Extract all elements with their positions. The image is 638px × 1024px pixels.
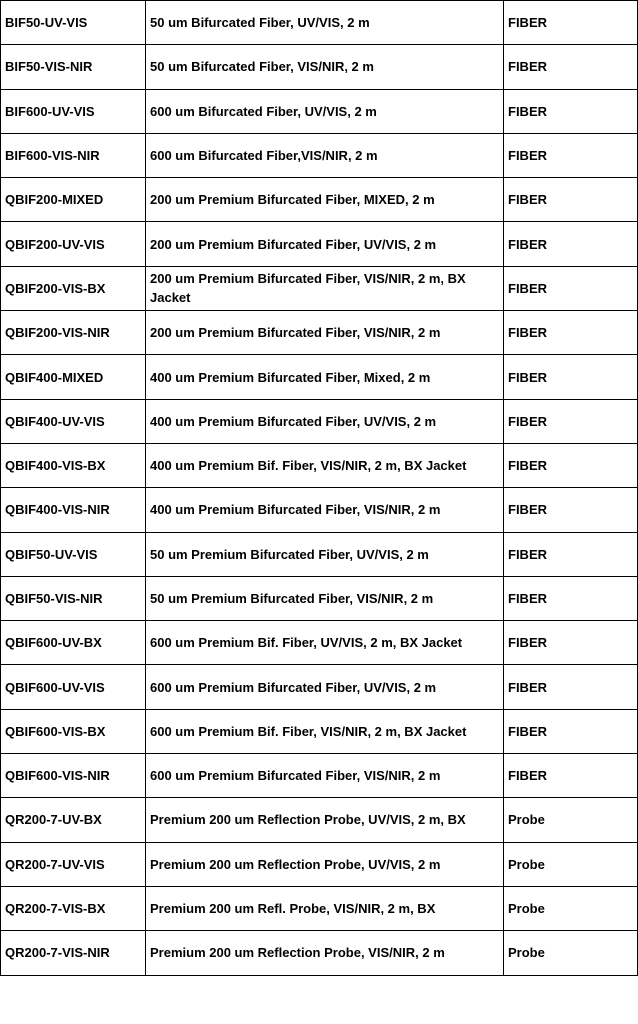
category-cell: FIBER — [504, 576, 638, 620]
category-cell: FIBER — [504, 709, 638, 753]
table-row — [1, 399, 638, 443]
part-number-cell: QBIF50-VIS-NIR — [1, 576, 146, 620]
part-number-cell: QBIF50-UV-VIS — [1, 532, 146, 576]
category-cell: FIBER — [504, 665, 638, 709]
table-row — [1, 621, 638, 665]
table-row — [1, 886, 638, 930]
table-row — [1, 222, 638, 266]
category-cell: FIBER — [504, 222, 638, 266]
category-cell: FIBER — [504, 443, 638, 487]
description-cell: 600 um Premium Bifurcated Fiber, VIS/NIR, 2 m — [146, 754, 504, 798]
part-number-cell: QBIF200-VIS-NIR — [1, 311, 146, 355]
table-row — [1, 178, 638, 222]
table-row — [1, 532, 638, 576]
part-number-cell: QBIF200-MIXED — [1, 178, 146, 222]
part-number-cell: QBIF400-MIXED — [1, 355, 146, 399]
category-cell: FIBER — [504, 754, 638, 798]
table-row — [1, 45, 638, 89]
category-cell: FIBER — [504, 266, 638, 310]
part-number-cell: QR200-7-VIS-BX — [1, 886, 146, 930]
part-number-cell: BIF600-VIS-NIR — [1, 133, 146, 177]
description-cell: 400 um Premium Bifurcated Fiber, Mixed, 2 m — [146, 355, 504, 399]
category-cell: FIBER — [504, 1, 638, 45]
category-cell: Probe — [504, 798, 638, 842]
category-cell: FIBER — [504, 45, 638, 89]
category-cell: FIBER — [504, 89, 638, 133]
table-row — [1, 311, 638, 355]
category-cell: FIBER — [504, 178, 638, 222]
table-row — [1, 89, 638, 133]
part-number-cell: QBIF600-VIS-BX — [1, 709, 146, 753]
description-cell: 600 um Premium Bif. Fiber, VIS/NIR, 2 m, BX Jacket — [146, 709, 504, 753]
part-number-cell: QBIF400-UV-VIS — [1, 399, 146, 443]
description-cell: 200 um Premium Bifurcated Fiber, MIXED, 2 m — [146, 178, 504, 222]
part-number-cell: QBIF200-UV-VIS — [1, 222, 146, 266]
part-number-cell: QR200-7-VIS-NIR — [1, 931, 146, 975]
description-cell: 600 um Premium Bifurcated Fiber, UV/VIS, 2 m — [146, 665, 504, 709]
description-cell: 200 um Premium Bifurcated Fiber, UV/VIS, 2 m — [146, 222, 504, 266]
category-cell: FIBER — [504, 532, 638, 576]
description-cell: 50 um Bifurcated Fiber, VIS/NIR, 2 m — [146, 45, 504, 89]
table-row — [1, 266, 638, 310]
part-number-cell: BIF600-UV-VIS — [1, 89, 146, 133]
part-number-cell: QBIF400-VIS-BX — [1, 443, 146, 487]
part-number-cell: QBIF600-VIS-NIR — [1, 754, 146, 798]
description-cell: Premium 200 um Refl. Probe, VIS/NIR, 2 m, BX — [146, 886, 504, 930]
category-cell: FIBER — [504, 621, 638, 665]
description-cell: 50 um Bifurcated Fiber, UV/VIS, 2 m — [146, 1, 504, 45]
table-row — [1, 355, 638, 399]
part-number-cell: QR200-7-UV-VIS — [1, 842, 146, 886]
description-cell: 200 um Premium Bifurcated Fiber, VIS/NIR, 2 m — [146, 311, 504, 355]
table-row — [1, 665, 638, 709]
product-table-body — [1, 1, 638, 976]
category-cell: FIBER — [504, 133, 638, 177]
category-cell: FIBER — [504, 488, 638, 532]
description-cell: 400 um Premium Bif. Fiber, VIS/NIR, 2 m, BX Jacket — [146, 443, 504, 487]
description-cell: 200 um Premium Bifurcated Fiber, VIS/NIR, 2 m, BX Jacket — [146, 266, 504, 310]
description-cell: Premium 200 um Reflection Probe, VIS/NIR, 2 m — [146, 931, 504, 975]
table-row — [1, 488, 638, 532]
part-number-cell: QBIF600-UV-VIS — [1, 665, 146, 709]
category-cell: FIBER — [504, 399, 638, 443]
table-row — [1, 443, 638, 487]
description-cell: 50 um Premium Bifurcated Fiber, VIS/NIR, 2 m — [146, 576, 504, 620]
part-number-cell: QBIF600-UV-BX — [1, 621, 146, 665]
description-cell: 50 um Premium Bifurcated Fiber, UV/VIS, 2 m — [146, 532, 504, 576]
part-number-cell: BIF50-VIS-NIR — [1, 45, 146, 89]
description-cell: Premium 200 um Reflection Probe, UV/VIS, 2 m — [146, 842, 504, 886]
table-row — [1, 798, 638, 842]
table-row — [1, 576, 638, 620]
table-row — [1, 754, 638, 798]
description-cell: 600 um Premium Bif. Fiber, UV/VIS, 2 m, BX Jacket — [146, 621, 504, 665]
table-row — [1, 709, 638, 753]
description-cell: 400 um Premium Bifurcated Fiber, UV/VIS, 2 m — [146, 399, 504, 443]
part-number-cell: QBIF200-VIS-BX — [1, 266, 146, 310]
category-cell: Probe — [504, 886, 638, 930]
category-cell: Probe — [504, 931, 638, 975]
description-cell: 600 um Bifurcated Fiber,VIS/NIR, 2 m — [146, 133, 504, 177]
description-cell: 400 um Premium Bifurcated Fiber, VIS/NIR, 2 m — [146, 488, 504, 532]
table-row — [1, 931, 638, 975]
category-cell: FIBER — [504, 355, 638, 399]
table-row — [1, 133, 638, 177]
category-cell: FIBER — [504, 311, 638, 355]
description-cell: Premium 200 um Reflection Probe, UV/VIS, 2 m, BX — [146, 798, 504, 842]
description-cell: 600 um Bifurcated Fiber, UV/VIS, 2 m — [146, 89, 504, 133]
part-number-cell: BIF50-UV-VIS — [1, 1, 146, 45]
part-number-cell: QBIF400-VIS-NIR — [1, 488, 146, 532]
table-row — [1, 842, 638, 886]
part-number-cell: QR200-7-UV-BX — [1, 798, 146, 842]
category-cell: Probe — [504, 842, 638, 886]
table-row — [1, 1, 638, 45]
